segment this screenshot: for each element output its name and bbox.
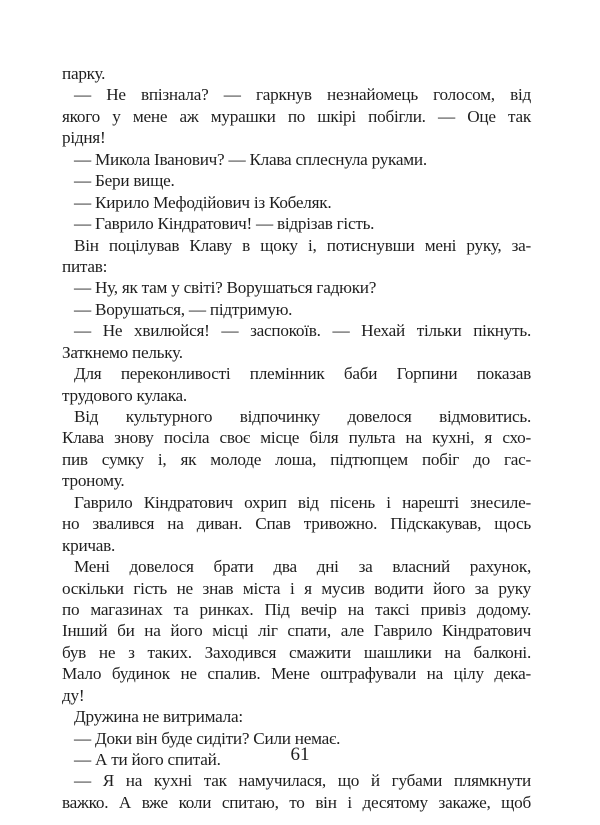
text-line: був не з таких. Заходився смажити шашлики на балконі. [62,642,531,662]
text-line: Він поцілував Клаву в щоку і, потиснувши мені руку, за- [74,235,531,255]
text-line: — Ворушаться, — підтримую. [74,299,293,319]
text-line: — Кирило Мефодійович із Кобеляк. [74,192,332,212]
text-line: — Ну, як там у світі? Ворушаться гадюки? [74,278,377,298]
text-line: питав: [62,256,108,276]
text-line: — Я на кухні так намучилася, що й губами плямкнути [74,771,531,791]
text-line: Дружина не витримала: [74,707,243,727]
text-line: — Не хвилюйся! — заспокоїв. — Нехай тільки пікнуть. [74,321,531,341]
text-line: ду! [62,685,85,705]
text-line: пив сумку і, як молоде лоша, підтюпцем побіг до гас- [62,449,531,469]
text-line: по магазинах та ринках. Під вечір на таксі привіз додому. [62,599,531,619]
text-line: — Бери вище. [74,171,175,191]
text-line: — Гаврило Кіндратович! — відрізав гість. [74,214,375,234]
text-line: Від культурного відпочинку довелося відмовитись. [74,407,531,426]
text-line: Заткнемо пельку. [62,342,183,362]
text-line: Гаврило Кіндратович охрип від пісень і нарешті знесиле- [74,492,531,512]
text-line: рідня! [62,128,106,148]
text-line: — А ти його спитай. [74,750,221,769]
text-line: Клава знову посіла своє місце біля пульта на кухні, я схо- [62,428,531,448]
text-line: — Микола Іванович? — Клава сплеснула руками. [74,149,427,169]
text-line: оскільки гість не знав міста і я мусив водити його за руку [62,578,531,598]
text-line: трудового кулака. [62,385,187,405]
text-line: троному. [62,471,125,491]
text-line: но звалився на диван. Спав тривожно. Підскакував, щось [62,514,531,534]
text-line: Інший би на його місці ліг спати, але Гаврило Кіндратович [62,621,531,641]
text-line: якого у мене аж мурашки по шкірі побігли. — Оце так [62,106,531,126]
text-line: — Не впізнала? — гаркнув незнайомець голосом, від [74,85,531,105]
text-line: — Доки він буде сидіти? Сили немає. [74,728,341,748]
text-line: Мало будинок не спалив. Мене оштрафували на цілу дека- [62,664,531,684]
text-line: кричав. [62,535,116,555]
text-line: важко. А вже коли спитаю, то він і десятому закаже, щоб [62,792,531,812]
text-line: Для переконливості племінник баби Горпини показав [74,364,531,384]
text-line: Мені довелося брати два дні за власний рахунок, [74,557,531,577]
page-body [62,63,531,813]
page-number: 61 [290,744,310,765]
text-line: парку. [62,64,106,83]
